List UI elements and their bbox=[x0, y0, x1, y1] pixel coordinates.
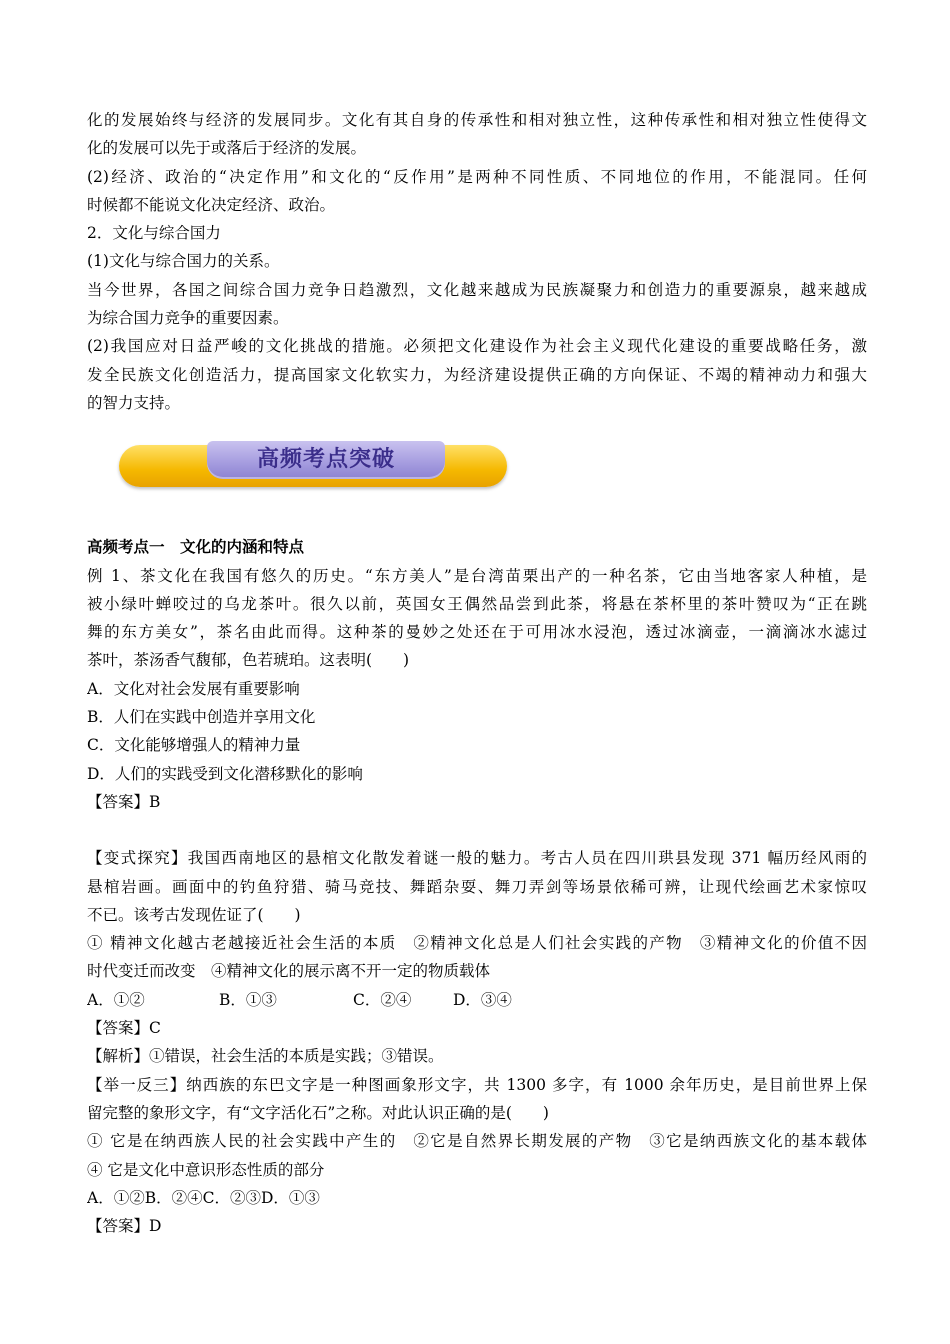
spacer bbox=[87, 816, 867, 844]
option-c: C．②④ bbox=[353, 990, 412, 1009]
question-line: 时代变迁而改变 ④精神文化的展示离不开一定的物质载体 bbox=[87, 962, 491, 981]
option-b: B．人们在实践中创造并享用文化 bbox=[87, 708, 316, 727]
answer: 【答案】D bbox=[87, 1217, 162, 1236]
banner-graphic bbox=[119, 441, 507, 487]
question-line: 茶叶，茶汤香气馥郁，色若琥珀。这表明( ) bbox=[87, 651, 410, 670]
text-line: 时候都不能说文化决定经济、政治。 bbox=[87, 195, 336, 214]
answer: 【答案】B bbox=[87, 792, 161, 811]
text-line: 为综合国力竞争的重要因素。 bbox=[87, 309, 289, 328]
option-a: A．文化对社会发展有重要影响 bbox=[87, 679, 300, 698]
section-banner bbox=[87, 417, 867, 505]
option-a: A．①② bbox=[87, 990, 145, 1009]
extension-question bbox=[87, 1071, 867, 1241]
question-line: 悬棺岩画。画面中的钓鱼狩猎、骑马竞技、舞蹈杂耍、舞刀弄剑等场景依稀可辨，让现代绘画艺术家惊叹 bbox=[87, 877, 867, 896]
banner-title: 高频考点突破 bbox=[256, 447, 395, 473]
option-b: B．①③ bbox=[219, 990, 277, 1009]
text-line: (1)文化与综合国力的关系。 bbox=[87, 252, 280, 271]
text-line: 发全民族文化创造活力，提高国家文化软实力，为经济建设提供正确的方向保证、不竭的精神动力和强大 bbox=[87, 365, 867, 384]
section-heading: 高频考点一 文化的内涵和特点 bbox=[87, 537, 305, 557]
question-line: ① 精神文化越古老越接近社会生活的本质 ②精神文化总是人们社会实践的产物 ③精神文化的价值不因 bbox=[87, 934, 867, 953]
section-hot-topic-1 bbox=[87, 533, 867, 1240]
question-line: 被小绿叶蝉咬过的乌龙茶叶。很久以前，英国女王偶然品尝到此茶，将悬在茶杯里的茶叶赞叹为“正在跳 bbox=[87, 594, 867, 613]
question-line: 【变式探究】我国西南地区的悬棺文化散发着谜一般的魅力。考古人员在四川珙县发现 371 幅历经风雨的 bbox=[87, 849, 867, 868]
question-line: ① 它是在纳西族人民的社会实践中产生的 ②它是自然界长期发展的产物 ③它是纳西族文化的基本载体 bbox=[87, 1132, 867, 1151]
text-line: 当今世界，各国之间综合国力竞争日趋激烈，文化越来越成为民族凝聚力和创造力的重要源泉，越来越成 bbox=[87, 280, 867, 299]
example-1 bbox=[87, 562, 867, 817]
option-d: D．人们的实践受到文化潜移默化的影响 bbox=[87, 764, 363, 783]
question-line: 例 1、茶文化在我国有悠久的历史。“东方美人”是台湾苗栗出产的一种名茶，它由当地客家人种植，是 bbox=[87, 566, 867, 585]
answer: 【答案】C bbox=[87, 1019, 161, 1038]
spacer bbox=[87, 505, 867, 533]
option-c: C．文化能够增强人的精神力量 bbox=[87, 736, 301, 755]
text-line: (2)我国应对日益严峻的文化挑战的措施。必须把文化建设作为社会主义现代化建设的重要战略任务，激 bbox=[87, 337, 867, 356]
text-line: 2．文化与综合国力 bbox=[87, 224, 221, 243]
question-line: 不已。该考古发现佐证了( ) bbox=[87, 905, 301, 924]
option-row: A．①②B．②④C．②③D．①③ bbox=[87, 1188, 320, 1207]
analysis: 【解析】①错误，社会生活的本质是实践；③错误。 bbox=[87, 1047, 444, 1066]
document-page bbox=[87, 106, 867, 1240]
text-line: 化的发展可以先于或落后于经济的发展。 bbox=[87, 139, 367, 158]
intro-text bbox=[87, 106, 867, 417]
text-line: (2)经济、政治的“决定作用”和文化的“反作用”是两种不同性质、不同地位的作用，不能混同。任何 bbox=[87, 167, 867, 186]
variant-question bbox=[87, 844, 867, 1070]
text-line: 的智力支持。 bbox=[87, 393, 181, 412]
question-line: 【举一反三】纳西族的东巴文字是一种图画象形文字，共 1300 多字，有 1000 余年历史，是目前世界上保 bbox=[87, 1075, 867, 1094]
option-row bbox=[87, 986, 867, 1014]
question-line: ④ 它是文化中意识形态性质的部分 bbox=[87, 1160, 325, 1179]
question-line: 舞的东方美女”，茶名由此而得。这种茶的曼妙之处还在于可用冰水浸泡，透过冰滴壶，一滴滴冰水滤过 bbox=[87, 623, 867, 642]
question-line: 留完整的象形文字，有“文字活化石”之称。对此认识正确的是( ) bbox=[87, 1103, 549, 1122]
text-line: 化的发展始终与经济的发展同步。文化有其自身的传承性和相对独立性，这种传承性和相对独立性使得文 bbox=[87, 111, 867, 129]
option-d: D．③④ bbox=[453, 990, 512, 1009]
